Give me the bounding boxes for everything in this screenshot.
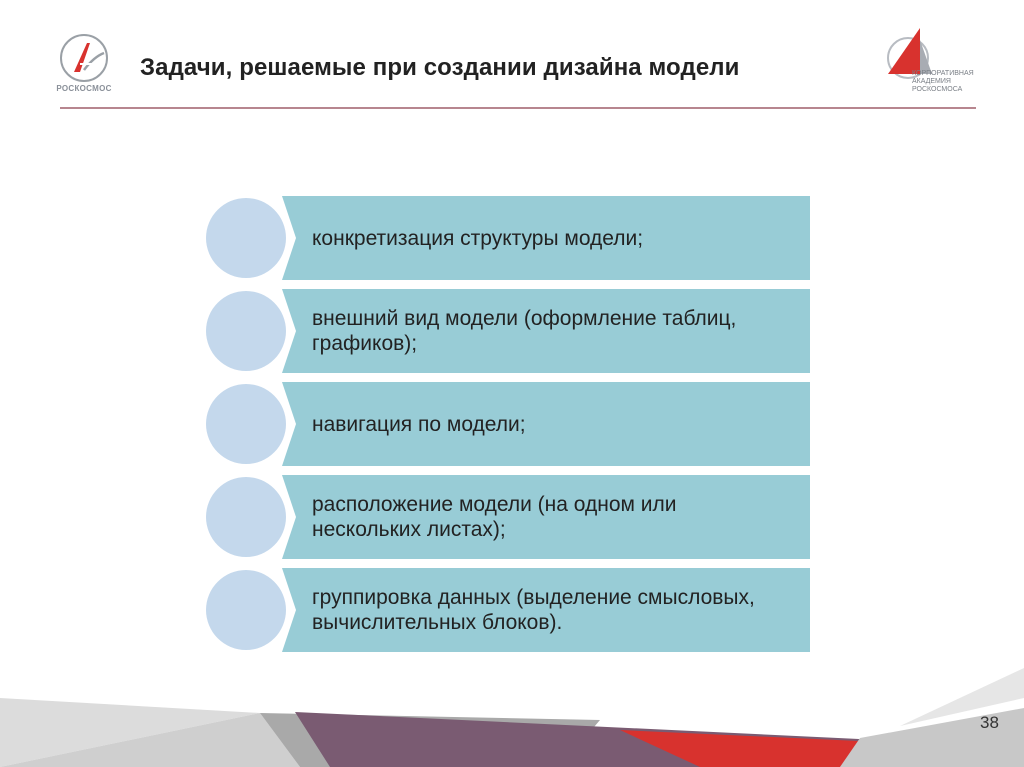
task-item	[206, 568, 810, 652]
task-marker-circle	[206, 477, 286, 557]
academy-caption-line-2: АКАДЕМИЯ	[912, 78, 951, 85]
task-label: внешний вид модели (оформление таблиц, графиков);	[312, 307, 737, 355]
task-label: конкретизация структуры модели;	[312, 226, 644, 250]
roscosmos-logo-caption: РОСКОСМОС	[56, 84, 112, 93]
task-item	[206, 289, 810, 373]
task-item	[206, 382, 810, 466]
task-item	[206, 196, 810, 280]
task-label: группировка данных (выделение смысловых, вычислительных блоков).	[312, 586, 755, 634]
task-label: расположение модели (на одном или нескольких листах);	[312, 493, 677, 541]
task-marker-circle	[206, 384, 286, 464]
page-number: 38	[980, 713, 999, 732]
academy-logo	[880, 26, 980, 96]
roscosmos-logo	[52, 30, 116, 100]
task-marker-circle	[206, 198, 286, 278]
page-title: Задачи, решаемые при создании дизайна модели	[140, 54, 740, 81]
task-marker-circle	[206, 291, 286, 371]
title-divider	[60, 107, 976, 109]
task-label: навигация по модели;	[312, 412, 526, 436]
roscosmos-logo-icon	[60, 34, 108, 82]
task-marker-circle	[206, 570, 286, 650]
academy-caption-line-3: РОСКОСМОСА	[912, 86, 963, 93]
footer-decoration	[0, 668, 1024, 767]
task-item	[206, 475, 810, 559]
academy-caption-line-1: КОРПОРАТИВНАЯ	[912, 70, 974, 77]
academy-logo-caption	[912, 70, 982, 94]
